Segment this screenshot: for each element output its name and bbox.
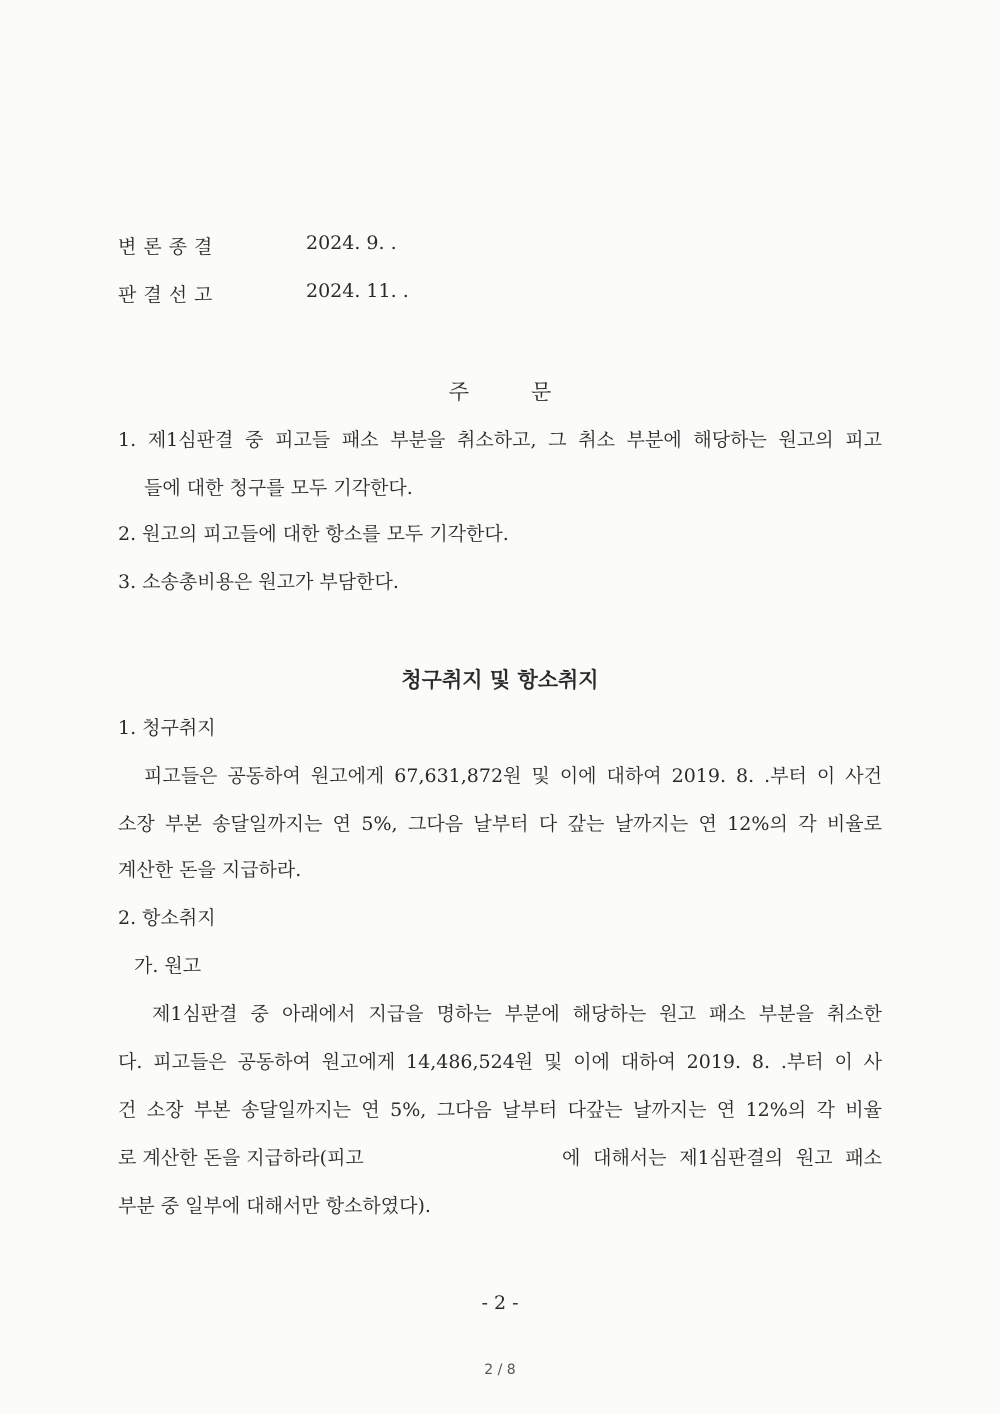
- claims-heading: 청구취지 및 항소취지: [401, 668, 599, 692]
- judgment-date-value: 2024. 11. .: [306, 280, 409, 302]
- claim-section-1-line-1: 피고들은 공동하여 원고에게 67,631,872원 및 이에 대하여 2019. 8. .부터 이 사건: [144, 765, 882, 787]
- appeal-plaintiff-line-1: 제1심판결 중 아래에서 지급을 명하는 부분에 해당하는 원고 패소 부분을 취소한: [152, 1003, 882, 1025]
- order-item-3: 3. 소송총비용은 원고가 부담한다.: [118, 571, 399, 593]
- judgment-date-label: 판결선고: [118, 284, 220, 306]
- appeal-plaintiff-line-3: 건 소장 부본 송달일까지는 연 5%, 그다음 날부터 다갚는 날까지는 연 12%의 각 비율: [118, 1099, 882, 1121]
- closing-date-value: 2024. 9. .: [306, 232, 397, 254]
- order-item-2: 2. 원고의 피고들에 대한 항소를 모두 기각한다.: [118, 523, 509, 545]
- appeal-plaintiff-line-5: 부분 중 일부에 대해서만 항소하였다).: [118, 1195, 431, 1217]
- order-heading: 주문: [448, 380, 614, 404]
- order-item-1-line-1: 1. 제1심판결 중 피고들 패소 부분을 취소하고, 그 취소 부분에 해당하는 원고의 피고: [118, 429, 882, 451]
- appeal-plaintiff-title: 가. 원고: [134, 955, 202, 977]
- claim-section-1-title: 1. 청구취지: [118, 717, 216, 739]
- page-footer-counter: 2 / 8: [484, 1362, 516, 1378]
- closing-date-label: 변론종결: [118, 236, 220, 258]
- claim-section-1-line-2: 소장 부본 송달일까지는 연 5%, 그다음 날부터 다 갚는 날까지는 연 12%의 각 비율로: [118, 813, 882, 835]
- appeal-plaintiff-line-4a: 로 계산한 돈을 지급하라(피고: [118, 1147, 364, 1169]
- order-item-1-line-2: 들에 대한 청구를 모두 기각한다.: [144, 477, 413, 499]
- appeal-plaintiff-line-2: 다. 피고들은 공동하여 원고에게 14,486,524원 및 이에 대하여 2019. 8. .부터 이 사: [118, 1051, 882, 1073]
- appeal-plaintiff-line-4b: 에 대해서는 제1심판결의 원고 패소: [562, 1147, 882, 1169]
- claim-section-1-line-3: 계산한 돈을 지급하라.: [118, 859, 302, 881]
- page-number: - 2 -: [481, 1292, 519, 1314]
- claim-section-2-title: 2. 항소취지: [118, 907, 216, 929]
